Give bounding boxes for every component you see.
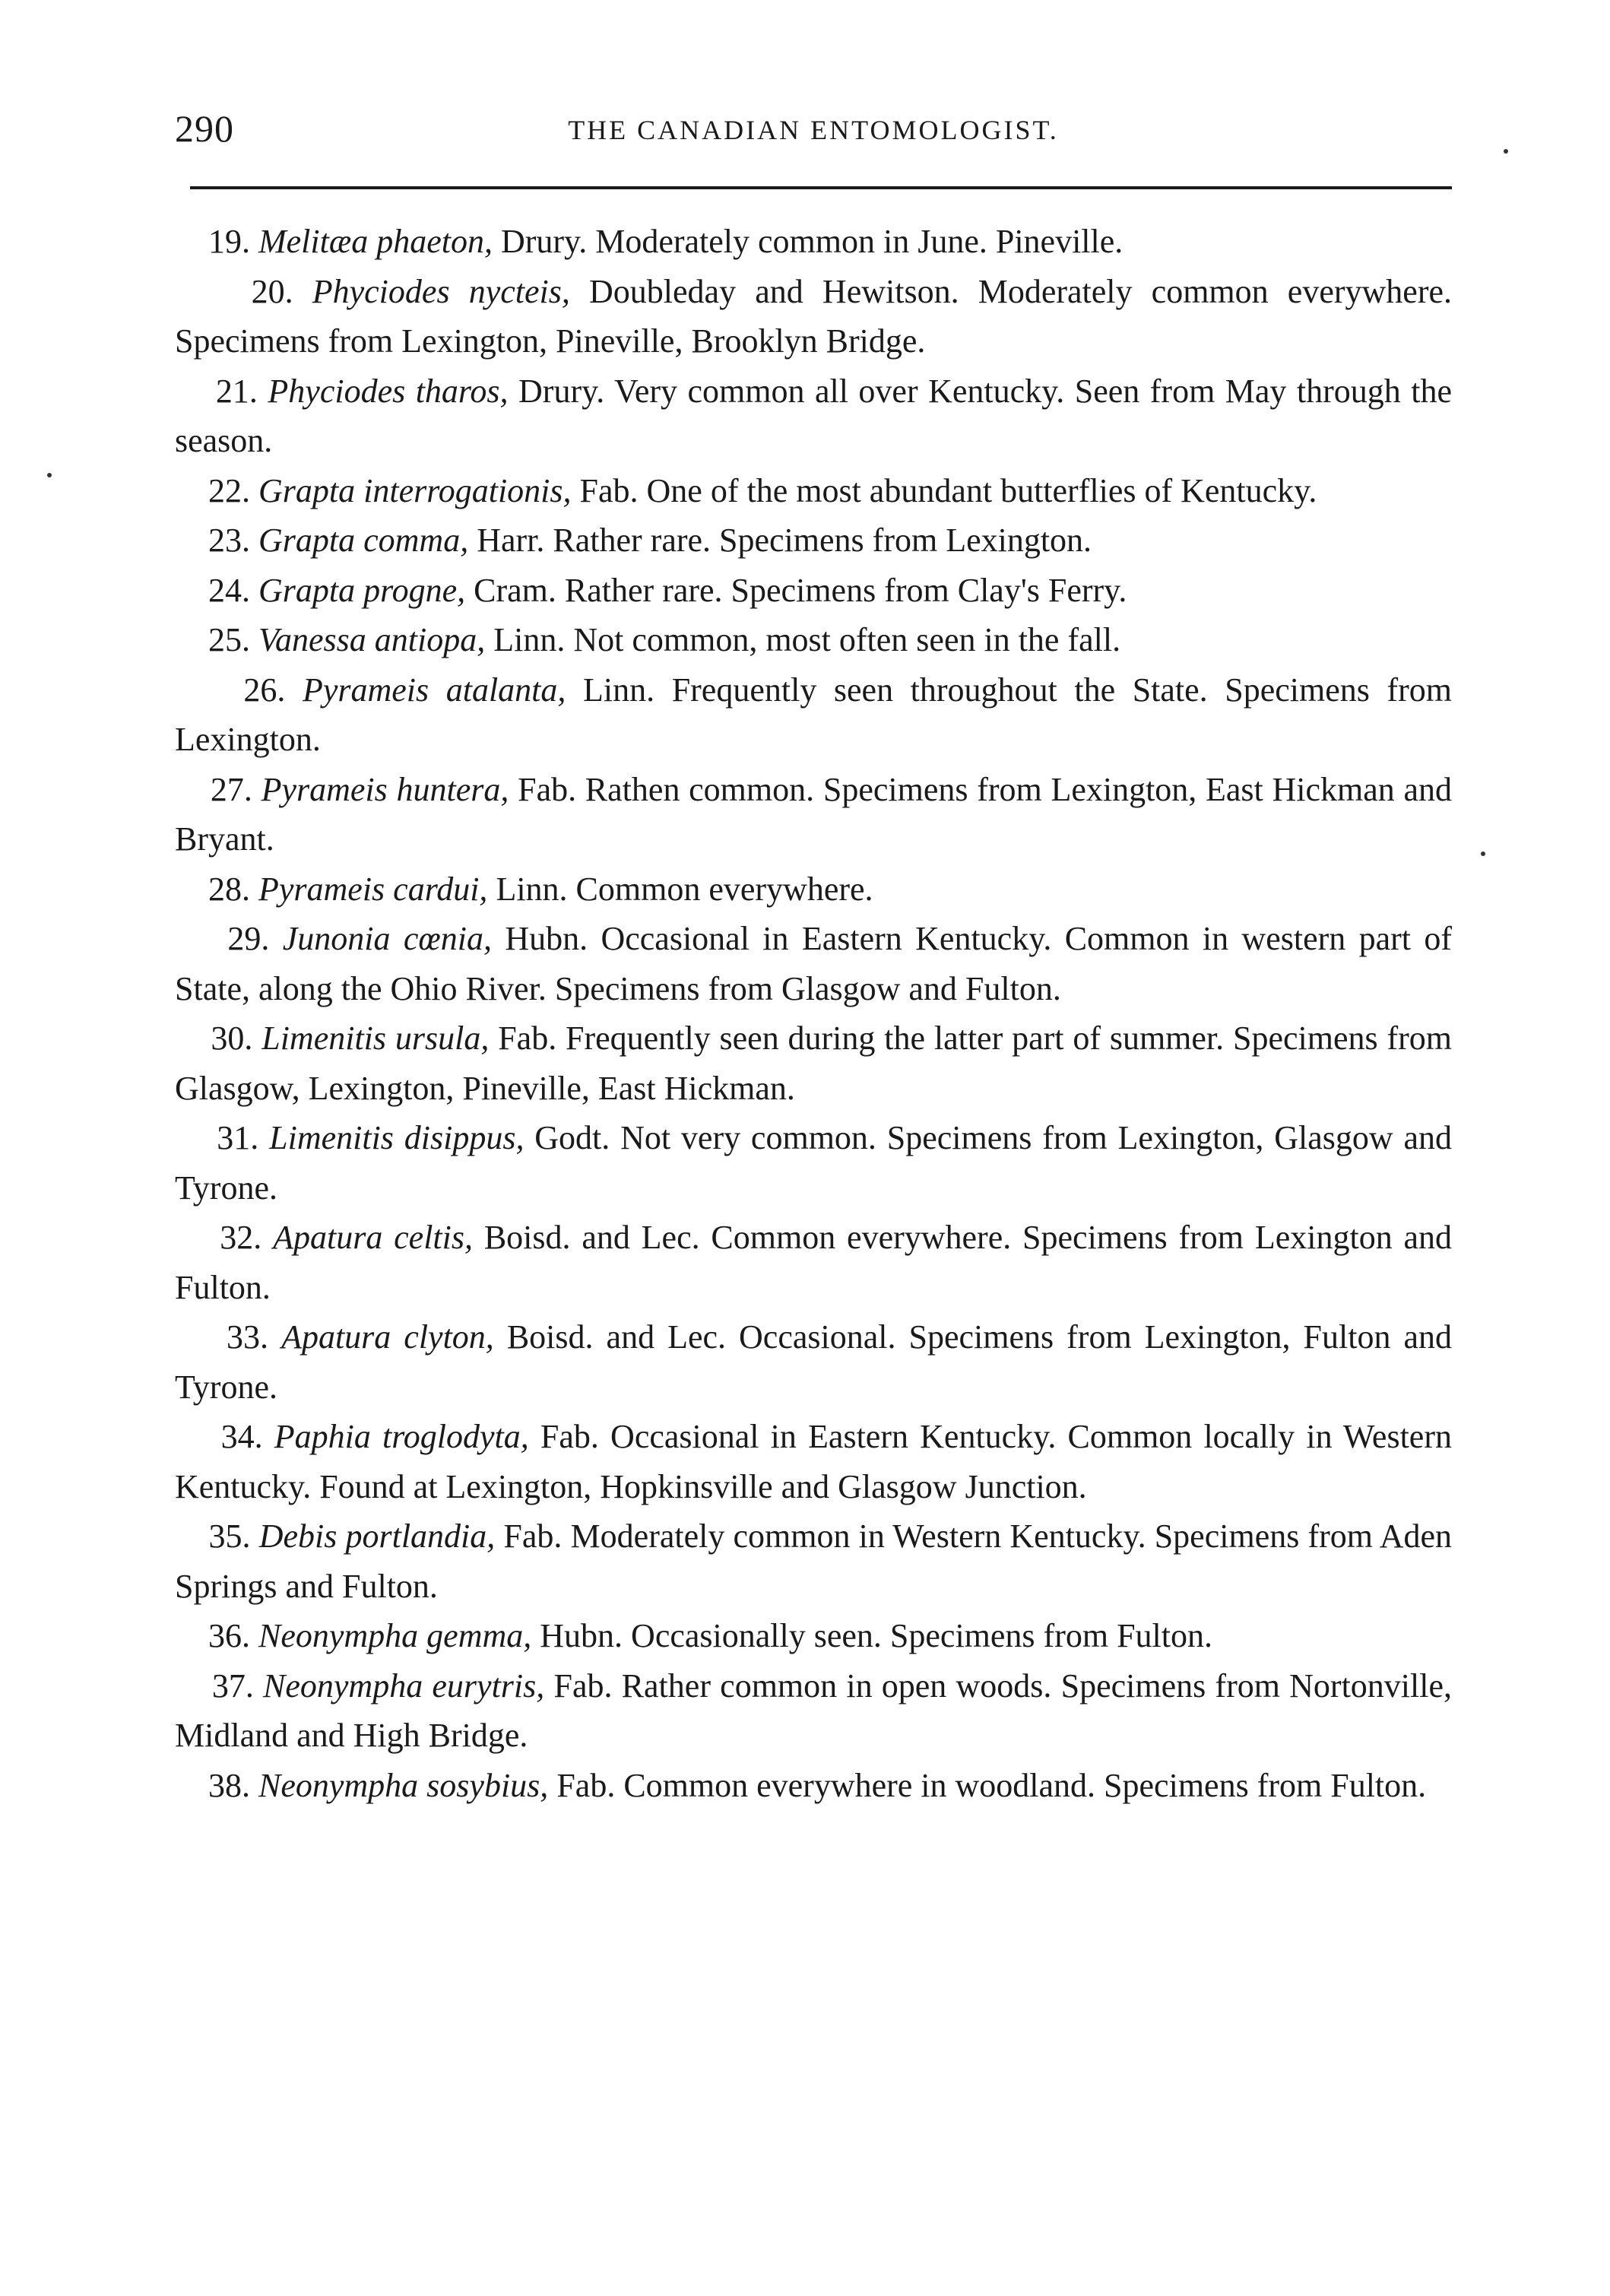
running-title: THE CANADIAN ENTOMOLOGIST. [568,115,1059,145]
list-item: 27. Pyrameis huntera, Fab. Rathen common. Specimens from Lexington, East Hickman and Bryant. [175,770,1453,858]
list-item: 34. Paphia troglodyta, Fab. Occasional in Eastern Kentucky. Common locally in Western Kentucky. Found at Lexington, Hopkinsville and Glasgow Junction. [175,1418,1452,1505]
species-name: Pyrameis huntera, [261,770,509,808]
print-speck [1481,851,1485,856]
list-item: 29. Junonia cœnia, Hubn. Occasional in Eastern Kentucky. Common in western part of State, along the Ohio River. Specimens from Glasgow and Fulton. [175,920,1453,1007]
entry-text: Linn. Frequently seen throughout the State. Specimens from Lexington. [175,671,1453,758]
entry-text: Doubleday and Hewitson. Moderately common everywhere. Specimens from Lexington, Pineville, Brooklyn Bridge. [175,272,1453,360]
list-item: 24. Grapta progne, Cram. Rather rare. Specimens from Clay's Ferry. [208,571,1127,609]
entry-text: Fab. Rather common in open woods. Specimens from Nortonville, Midland and High Bridge. [175,1667,1453,1754]
list-item: 23. Grapta comma, Harr. Rather rare. Specimens from Lexington. [208,522,1092,559]
species-name: Vanessa antiopa, [258,621,486,658]
entry-text: Fab. Occasional in Eastern Kentucky. Common locally in Western Kentucky. Found at Lexington, Hopkinsville and Glasgow Junction. [175,1418,1452,1505]
species-name: Neonympha eurytris, [263,1667,545,1705]
entry-text: Boisd. and Lec. Common everywhere. Specimens from Lexington and Fulton. [175,1219,1453,1306]
entry-text: Drury. Moderately common in June. Pineville. [500,223,1124,260]
header-rule [190,186,1452,189]
species-name: Grapta comma, [258,522,469,559]
species-name: Junonia cœnia, [282,920,492,957]
list-item: 22. Grapta interrogationis, Fab. One of the most abundant butterflies of Kentucky. [208,471,1317,509]
species-name: Phyciodes nycteis, [312,272,570,310]
entry-text: Fab. Frequently seen during the latter part of summer. Specimens from Glasgow, Lexington, Pineville, East Hickman. [175,1020,1452,1107]
list-item: 30. Limenitis ursula, Fab. Frequently seen during the latter part of summer. Specimens from Glasgow, Lexington, Pineville, East Hickman. [175,1020,1452,1107]
print-speck [47,473,52,477]
list-item: 36. Neonympha gemma, Hubn. Occasionally seen. Specimens from Fulton. [208,1617,1212,1654]
entry-text: Linn. Common everywhere. [496,870,873,908]
entry-text: Godt. Not very common. Specimens from Lexington, Glasgow and Tyrone. [175,1119,1453,1207]
species-name: Melitæa phaeton, [258,223,493,260]
species-name: Pyrameis cardui, [258,870,488,908]
species-name: Pyrameis atalanta, [302,671,566,709]
entry-text: Fab. Common everywhere in woodland. Specimens from Fulton. [556,1766,1427,1804]
species-name: Neonympha sosybius, [258,1766,549,1804]
species-name: Paphia troglodyta, [274,1418,529,1455]
list-item: 20. Phyciodes nycteis, Doubleday and Hewitson. Moderately common everywhere. Specimens from Lexington, Pineville, Brooklyn Bridge. [175,272,1453,360]
list-item: 21. Phyciodes tharos, Drury. Very common all over Kentucky. Seen from May through the season. [175,372,1453,459]
species-name: Apatura clyton, [281,1318,494,1356]
species-name: Neonympha gemma, [258,1617,532,1654]
species-list [175,217,1452,1810]
list-item: 35. Debis portlandia, Fab. Moderately common in Western Kentucky. Specimens from Aden Springs and Fulton. [175,1517,1453,1605]
entry-text: Boisd. and Lec. Occasional. Specimens from Lexington, Fulton and Tyrone. [175,1318,1453,1406]
print-speck [1504,149,1508,154]
list-item: 32. Apatura celtis, Boisd. and Lec. Common everywhere. Specimens from Lexington and Fulton. [175,1219,1453,1306]
species-name: Debis portlandia, [258,1517,496,1555]
list-item: 33. Apatura clyton, Boisd. and Lec. Occasional. Specimens from Lexington, Fulton and Tyrone. [175,1318,1453,1406]
list-item: 38. Neonympha sosybius, Fab. Common everywhere in woodland. Specimens from Fulton. [208,1766,1427,1804]
list-item: 37. Neonympha eurytris, Fab. Rather common in open woods. Specimens from Nortonville, Midland and High Bridge. [175,1667,1453,1754]
entry-text: Hubn. Occasionally seen. Specimens from Fulton. [540,1617,1212,1654]
list-item: 31. Limenitis disippus, Godt. Not very common. Specimens from Lexington, Glasgow and Tyrone. [175,1119,1453,1207]
entry-text: Drury. Very common all over Kentucky. Seen from May through the season. [175,372,1453,459]
entry-text: Hubn. Occasional in Eastern Kentucky. Common in western part of State, along the Ohio River. Specimens from Glasgow and Fulton. [175,920,1453,1007]
entry-text: Cram. Rather rare. Specimens from Clay's Ferry. [474,571,1127,609]
list-item: 28. Pyrameis cardui, Linn. Common everywhere. [208,870,873,908]
page-header [175,91,1452,175]
entry-text: Fab. Rathen common. Specimens from Lexington, East Hickman and Bryant. [175,770,1453,858]
entry-text: Fab. Moderately common in Western Kentucky. Specimens from Aden Springs and Fulton. [175,1517,1453,1605]
list-item: 25. Vanessa antiopa, Linn. Not common, most often seen in the fall. [208,621,1121,658]
list-item: 19. Melitæa phaeton, Drury. Moderately common in June. Pineville. [208,223,1124,260]
species-name: Limenitis ursula, [261,1020,490,1057]
entry-text: Harr. Rather rare. Specimens from Lexington. [477,522,1092,559]
list-item: 26. Pyrameis atalanta, Linn. Frequently seen throughout the State. Specimens from Lexington. [175,671,1453,758]
entry-text: Fab. One of the most abundant butterflies of Kentucky. [579,471,1317,509]
document-page [175,91,1453,1804]
species-name: Grapta progne, [258,571,466,609]
species-name: Phyciodes tharos, [268,372,509,410]
species-name: Grapta interrogationis, [258,471,572,509]
species-name: Limenitis disippus, [269,1119,525,1156]
entry-text: Linn. Not common, most often seen in the fall. [493,621,1121,658]
species-name: Apatura celtis, [273,1219,473,1256]
page-number: 290 [175,107,234,150]
